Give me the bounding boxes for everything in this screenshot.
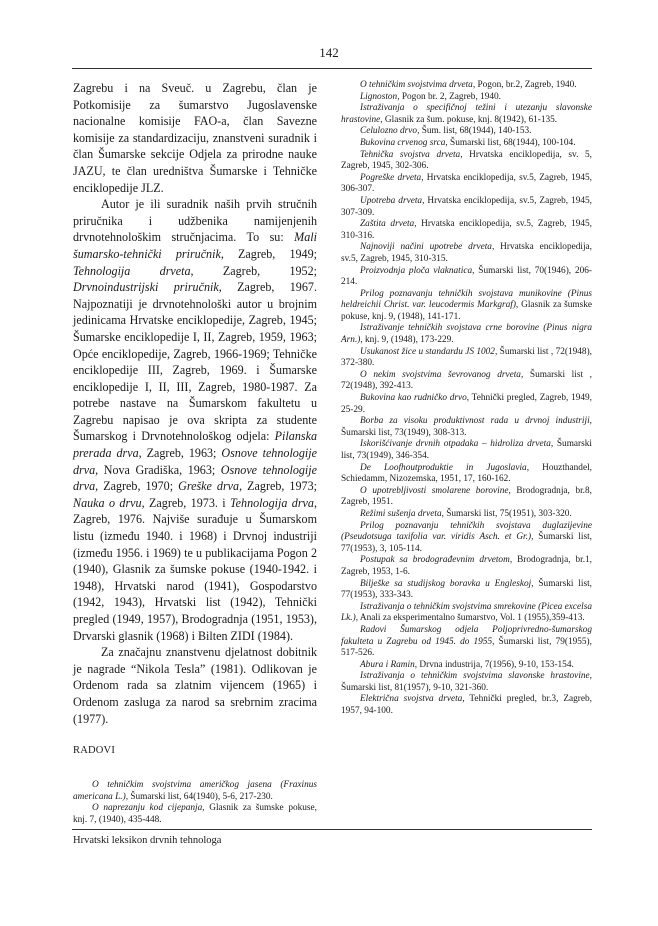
reference-entry	[341, 219, 592, 242]
reference-entry	[341, 660, 592, 672]
reference-entry	[341, 150, 592, 173]
reference-entry	[341, 80, 592, 92]
reference-entry	[73, 780, 317, 803]
reference-entry	[73, 803, 317, 826]
text-run: , Zagreb, 1949;	[220, 246, 317, 261]
text-run: , Šumarski list, 79(1955), 517-526.	[341, 636, 592, 659]
text-run: , Šumarski list, 77(1953), 333-343.	[341, 578, 592, 601]
reference-entry	[341, 103, 592, 126]
biography-paragraph	[73, 80, 317, 196]
text-run: , Glasnik za šumske pokuse, knj. 7, (1940), 435-448.	[73, 803, 317, 825]
text-run: , Hrvatska enciklopedija, sv.5, Zagreb, 1945, 306-307.	[341, 172, 593, 195]
reference-entry	[341, 347, 592, 370]
text-run: , Pogon, br.2, Zagreb, 1940.	[472, 80, 577, 90]
reference-entry	[341, 486, 592, 509]
reference-list-left	[73, 780, 317, 826]
text-run: , Glasnik za šum. pokuse, knj. 8(1942), 61-135.	[380, 114, 558, 125]
biography-paragraph	[73, 644, 317, 727]
text-run: , Zagreb, 1976. Najviše surađuje u Šumarskom listu (između 1940. i 1968) i Drvnoj industriji (između 1956. i 1969) te u publikacijama Pogon 2 (1940), Glasnik za šumske pokuse (1940-1942. i 1948), Hrvatski narod (1941), Gospodarstvo (1942, 1943), Hrvatski list (1942), Tehnički pregled (1949, 1957), Brodogradnja (1951, 1953), Drvarski glasnik (1968) i Bilten ZIDI (1984).	[73, 495, 317, 643]
reference-entry	[341, 289, 592, 324]
text-run: , Hrvatska enciklopedija, sv. 5, Zagreb, 1945, 302-306.	[341, 149, 592, 172]
reference-entry	[341, 463, 592, 486]
italic-title: Prilog poznavanju tehničkih svojstava duglazijevine (Pseudotsuga taxifolia var. viridis Asch. et Gr.)	[341, 520, 592, 543]
italic-title: Usukanost žice u standardu JS 1002	[360, 346, 495, 357]
text-run: , Šum. list, 68(1944), 140-153.	[417, 126, 532, 137]
text-run: , Šumarski list, 73(1949), 308-313.	[341, 416, 592, 438]
italic-title: Drvnoindustrijski priručnik	[73, 280, 219, 295]
italic-title: Pilanska prerada drva	[73, 429, 317, 461]
reference-entry	[341, 625, 592, 660]
text-run: , Šumarski list, 77(1953), 3, 105-114.	[341, 532, 592, 554]
italic-title: Istraživanja o tehničkim svojstvima smrekovine (Picea excelsa Lk.)	[341, 601, 593, 624]
italic-title: Iskorišćivanje drvnih otpadaka – hidroliza drveta	[360, 439, 551, 450]
text-run: , Zagreb, 1973;	[239, 479, 317, 494]
left-column	[73, 80, 317, 827]
text-run: , Šumarski list, 75(1951), 303-320.	[441, 508, 572, 519]
reference-entry	[341, 671, 592, 694]
italic-title: Električna svojstva drveta	[360, 694, 463, 705]
italic-title: Proizvodnja ploča vlaknatica	[360, 265, 473, 276]
header-rule	[72, 68, 592, 69]
footer-rule	[72, 829, 592, 830]
text-run: , Drvna industrija, 7(1956), 9-10, 153-154.	[414, 659, 574, 670]
text-run: , Brodogradnja, br.1, Zagreb, 1953, 1-6.	[341, 555, 593, 577]
text-run: , Pogon br. 2, Zagreb, 1940.	[397, 91, 502, 102]
text-run: , Hrvatska enciklopedija, sv.5, Zagreb, 1945, 307-309.	[341, 195, 593, 218]
reference-entry	[341, 196, 592, 219]
reference-entry	[341, 602, 592, 625]
text-run: , Šumarski list, 73(1949), 346-354.	[341, 439, 592, 461]
reference-entry	[341, 509, 592, 521]
text-run: , Šumarski list, 81(1957), 9-10, 321-360.	[341, 671, 592, 693]
italic-title: Radovi Šumarskog odjela Poljoprivredno-šumarskog fakulteta u Zagrebu od 1945. do 1955	[341, 624, 592, 647]
italic-title: Osnove tehnologije drva	[73, 462, 317, 494]
reference-entry	[341, 416, 592, 439]
italic-title: Mali šumarsko-tehnički priručnik	[73, 230, 317, 261]
reference-list-right	[341, 80, 592, 718]
biography-paragraph	[73, 196, 317, 644]
text-run: , Šumarski list, 68(1944), 100-104.	[445, 137, 576, 148]
reference-entry	[341, 370, 592, 393]
italic-title: O upotrebljivosti smolarene borovine	[360, 485, 509, 496]
italic-title: Istraživanje tehničkih svojstava crne borovine (Pinus nigra Arn.)	[341, 323, 592, 346]
text-run: Zagrebu i na Sveuč. u Zagrebu, član je Potkomisije za šumarstvo Jugoslavenske nacionalne komisije FAO-a, član Savezne komisije za standardizaciju, znanstveni suradnik i član Šumarske sekcije Odjela za prirodne nauke JAZU, te član uredništva Šumarske i Tehničke enciklopedije JLZ.	[73, 81, 317, 195]
text-run: , Brodogradnja, br.8, Zagreb, 1951.	[341, 485, 592, 508]
text-run: , Tehnički pregled, br.3, Zagreb, 1957, 94-100.	[341, 694, 592, 717]
text-run: Autor je ili suradnik naših prvih stručnih priručnika i udžbenika namijenjenih drvnotehnološkim stručnjacima. To su:	[73, 197, 317, 245]
reference-entry	[341, 266, 592, 289]
italic-title: Tehnologija drva	[230, 495, 314, 510]
text-run: Za značajnu znanstvenu djelatnost dobitnik je nagrade “Nikola Tesla” (1981). Odlikovan je Ordenom rada sa zlatnim vijencem (1965) i Ordenom zasluga za narod sa srebrnim zracima (1977).	[73, 645, 317, 726]
italic-title: Prilog poznavanju tehničkih svojstava munikovine (Pinus heldreichii Christ. var. leucodermis Markgraf)	[341, 288, 592, 311]
italic-title: Lignoston	[360, 91, 398, 102]
text-run: , Hrvatska enciklopedija, sv.5, Zagreb, 1945, 310-316.	[341, 219, 592, 241]
italic-title: Bilješke sa studijskog boravka u Engleskoj	[360, 578, 532, 589]
italic-title: Tehnologija drveta	[73, 263, 191, 278]
text-run: , Glasnik za šumske pokuse, knj. 9, (1948), 141-171.	[341, 300, 592, 322]
text-run: , knj. 9, (1948), 173-229.	[360, 335, 454, 346]
italic-title: Celulozno drvo	[360, 126, 418, 137]
reference-entry	[341, 579, 592, 602]
italic-title: Nauka o drvu	[73, 495, 142, 510]
reference-entry	[341, 138, 592, 150]
italic-title: Zaštita drveta	[360, 219, 415, 230]
section-heading-radovi: RADOVI	[73, 745, 116, 757]
italic-title: Abura i Ramin	[360, 659, 415, 670]
italic-title: O tehničkim svojstvima drveta	[360, 80, 473, 90]
text-run: , Zagreb, 1963;	[138, 446, 222, 461]
italic-title: Istraživanja o tehničkim svojstvima slavonske hrastovine	[360, 671, 590, 682]
reference-entry	[341, 439, 592, 462]
text-run: , Anali za eksperimentalno šumarstvo, Vol. 1 (1955),359-413.	[355, 613, 585, 624]
text-run: , Šumarski list, 70(1946), 206-214.	[341, 265, 592, 288]
reference-entry	[341, 521, 592, 556]
italic-title: Pogreške drveta	[360, 172, 422, 183]
text-run: , Šumarski list , 72(1948), 392-413.	[341, 369, 592, 392]
text-run: , Zagreb, 1973. i	[141, 495, 231, 510]
text-run: , Hrvatska enciklopedija, sv.5, Zagreb, 1945, 310-315.	[341, 242, 592, 264]
reference-entry	[341, 694, 592, 717]
text-run: , Šumarski list , 72(1948), 372-380.	[341, 346, 592, 369]
reference-entry	[341, 242, 592, 265]
right-column	[341, 80, 592, 718]
reference-entry	[341, 323, 592, 346]
italic-title: O tehničkim svojstvima američkog jasena (Fraxinus americana L.)	[73, 780, 317, 802]
text-run: , Houzthandel, Schiedamm, Nizozemska, 1951, 17, 160-162.	[341, 462, 592, 485]
italic-title: Postupak sa brodograđevnim drvetom	[360, 555, 510, 566]
reference-entry	[341, 92, 592, 104]
text-run: , Zagreb, 1967. Najpoznatiji je drvnotehnološki autor u brojnim jedinicama Hrvatske enciklopedije, Zagreb, 1945; Šumarske enciklopedije I, II, Zagreb, 1959, 1963; Opće enciklopedije, Zagreb, 1966-1969; Tehničke enciklopedije III, Zagreb, 1969. i Šumarske enciklopedije I, II, III, Zagreb, 1980-1987. Za potrebe nastave na Šumarskom fakultetu u Zagrebu napisao je ova skripta za studente Šumarskog i Drvnotehnološkog odjela:	[73, 280, 317, 444]
reference-entry	[341, 393, 592, 416]
italic-title: Istraživanja o specifičnoj težini i utezanju slavonske hrastovine	[341, 103, 592, 125]
text-run: , Zagreb, 1970;	[95, 479, 179, 494]
page-number: 142	[319, 45, 339, 60]
italic-title: Tehnička svojstva drveta	[360, 149, 461, 160]
italic-title: Najnoviji načini upotrebe drveta	[360, 242, 492, 253]
reference-entry	[341, 126, 592, 138]
italic-title: Greške drva	[178, 479, 240, 494]
italic-title: De Loofhoutproduktie in Jugoslavia	[360, 462, 527, 473]
running-footer: Hrvatski leksikon drvnih tehnologa	[73, 835, 222, 846]
italic-title: Bukovina crvenog srca	[360, 137, 446, 148]
italic-title: Upotreba drveta	[360, 195, 423, 206]
text-run: , Zagreb, 1952;	[190, 263, 317, 278]
italic-title: Borba za visoku produktivnost rada u drvnoj industriji	[360, 416, 590, 427]
reference-entry	[341, 173, 592, 196]
text-run: , Tehnički pregled, Zagreb, 1949, 25-29.	[341, 393, 593, 415]
italic-title: Režimi sušenja drveta	[360, 508, 442, 519]
italic-title: O naprezanju kod cijepanja	[92, 803, 203, 814]
text-run: , Nova Gradiška, 1963;	[95, 462, 221, 477]
text-run: , Šumarski list, 64(1940), 5-6, 217-230.	[125, 791, 273, 802]
italic-title: Osnove tehnologije drva	[73, 446, 317, 477]
italic-title: O nekim svojstvima ševrovanog drveta	[360, 369, 521, 380]
italic-title: Bukovina kao rudničko drvo	[360, 393, 467, 404]
reference-entry	[341, 555, 592, 578]
